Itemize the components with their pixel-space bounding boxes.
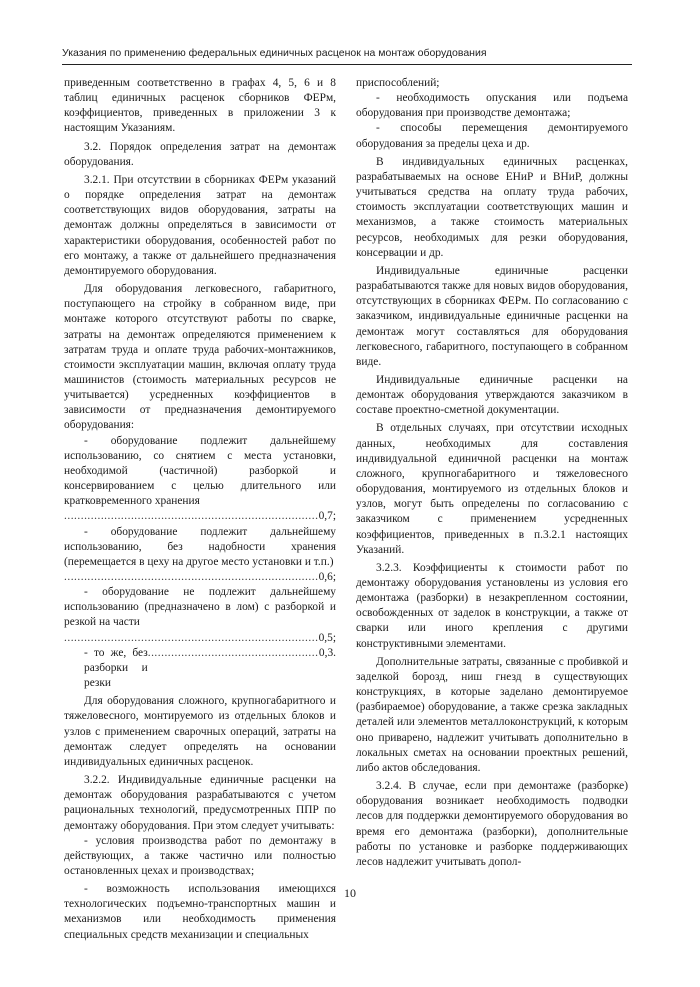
coefficient-item-inline [64, 646, 336, 691]
paragraph: В отдельных случаях, при отсутствии исходных данных, необходимых для составления индивидуальной единичной расценки на монтаж сложного, крупногабаритного и тяжеловесного оборудования, монтируемого из отдельных блоков и узлов, могут быть определены по согласованию с заказчиком с применением усредненных коэффициентов, приведенных в п.3.2.1 настоящих Указаний. [356, 422, 628, 556]
list-item: - способы перемещения демонтируемого оборудования за пределы цеха и др. [356, 122, 628, 150]
leader-dots [64, 570, 319, 585]
paragraph: 3.2.4. В случае, если при демонтаже (разборке) оборудования возникает необходимость подводки лесов для поддержки демонтируемого оборудования во время его демонтажа (разборки), дополнительные работы по установке и разборке поддерживающих лесов надлежит учитывать допол- [356, 780, 628, 868]
coefficient-leader [64, 631, 336, 646]
coefficient-value: 0,7; [318, 510, 336, 523]
coefficient-item [64, 525, 336, 570]
list-item: - условия производства работ по демонтажу в действующих, а также частично или полностью остановленных цехах и производствах; [64, 834, 336, 877]
list-item: - необходимость опускания или подъема оборудования при производстве демонтажа; [356, 92, 628, 120]
left-column [64, 76, 336, 943]
paragraph: Индивидуальные единичные расценки разрабатываются также для новых видов оборудования, отсутствующих в сборниках ФЕРм. По согласованию с заказчиком, индивидуальные единичные расценки на демонтаж могут составляться для оборудования легковесного, габаритного, поступающего в собранном виде. [356, 264, 628, 368]
paragraph: 3.2.1. При отсутствии в сборниках ФЕРм указаний о порядке определения затрат на демонтаж соответствующих видов оборудования, затраты на демонтаж должны определяться в зависимости от характеристики оборудования, особенностей работ по его монтажу, а также от дальнейшего предназначения демонтируемого оборудования. [64, 173, 336, 277]
coefficient-item-text: - оборудование подлежит дальнейшему использованию, со снятием с места установки, необходимой (частичной) разборкой и консервированием с целью длительного или кратковременного хранения [64, 434, 336, 508]
list-item: - возможность использования имеющихся технологических подъемно-транспортных машин и механизмов или необходимость применения специальных средств механизации и специальных [64, 883, 336, 941]
coefficient-leader [64, 570, 336, 585]
paragraph: 3.2.3. Коэффициенты к стоимости работ по демонтажу оборудования установлены из условия его демонтажа (разборки) в незакрепленном состоянии, освобожденных от заделок в конструкции, а также от сварки или иного крепления с другими конструктивными элементами. [356, 561, 628, 650]
paragraph: Дополнительные затраты, связанные с пробивкой и заделкой борозд, ниш гнезд в существующих конструкциях, в которые заделано демонтируемое (разбираемое) оборудование, а также срезка закладных деталей или элементов металлоконструкций, к которым оно приварено, надлежит учитывать дополнительно в локальных сметах на основании проектных решений, либо актов обследования. [356, 655, 628, 774]
running-header: Указания по применению федеральных единичных расценок на монтаж оборудования [62, 47, 487, 59]
coefficient-item-text: - оборудование подлежит дальнейшему использованию, без надобности хранения (перемещается в цеху на другое место установки и т.п.) [64, 525, 336, 568]
leader-dots [148, 646, 319, 661]
coefficient-value: 0,3. [318, 646, 336, 659]
section-heading: 3.2. Порядок определения затрат на демонтаж оборудования. [64, 140, 336, 168]
paragraph: Для оборудования сложного, крупногабаритного и тяжеловесного, монтируемого из отдельных блоков и узлов с применением сварочных операций, затраты на демонтаж следует определять на основании индивидуальных единичных расценок. [64, 695, 336, 768]
coefficient-item-text: - то же, без разборки и резки [84, 646, 148, 690]
paragraph: 3.2.2. Индивидуальные единичные расценки на демонтаж оборудования разрабатываются с учетом рациональных технологий, предусмотренных ППР по демонтажу оборудования. При этом следует учитывать: [64, 774, 336, 832]
header-rule [62, 64, 632, 65]
coefficient-value: 0,5; [318, 631, 336, 644]
paragraph: приспособлений; [356, 77, 440, 89]
paragraph: В индивидуальных единичных расценках, разрабатываемых на основе ЕНиР и ВНиР, должны учитываться средства на оплату труда рабочих, стоимость эксплуатации соответствующих машин и механизмов, а также стоимость материальных ресурсов, необходимых для резки оборудования, консервации и др. [356, 155, 628, 259]
paragraph: Индивидуальные единичные расценки на демонтаж оборудования утверждаются заказчиком в составе проектно-сметной документации. [356, 373, 628, 417]
coefficient-item-text: - оборудование не подлежит дальнейшему использованию (предназначено в лом) с разборкой и резкой на части [64, 586, 336, 629]
paragraph: приведенным соответственно в графах 4, 5, 6 и 8 таблиц единичных расценок сборников ФЕРм, коэффициентов, приведенных в приложении 3 к настоящим Указаниям. [64, 77, 336, 135]
leader-dots [64, 631, 319, 646]
paragraph: Для оборудования легковесного, габаритного, поступающего на стройку в собранном виде, при монтаже которого отсутствуют работы по сварке, затраты на демонтаж определяются применением к затратам труда и оплате труда рабочих-монтажников, стоимости эксплуатации машин, включая оплату труда машинистов (стоимость материальных ресурсов не учитывается) усредненных коэффициентов в зависимости от предназначения демонтируемого оборудования: [64, 283, 336, 432]
coefficient-value: 0,6; [318, 571, 336, 583]
coefficient-item [64, 585, 336, 630]
right-column [356, 76, 628, 870]
coefficient-leader [64, 509, 336, 524]
leader-dots [64, 509, 319, 524]
page-number: 10 [344, 886, 356, 900]
coefficient-item [64, 434, 336, 510]
